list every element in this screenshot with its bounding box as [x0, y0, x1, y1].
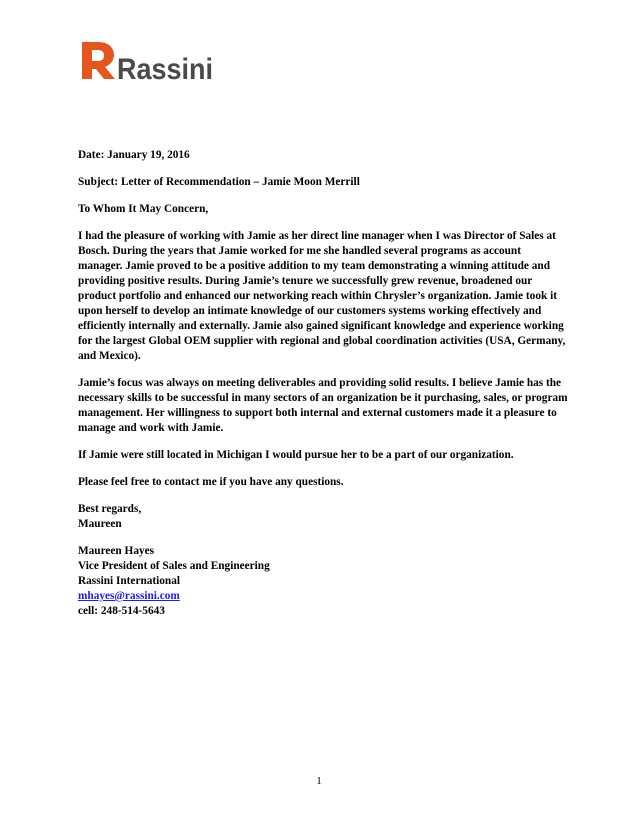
letter-salutation: To Whom It May Concern, [78, 203, 209, 215]
rassini-logo [80, 38, 220, 82]
signature-company: Rassini International [78, 575, 181, 587]
letter-paragraph: Please feel free to contact me if you have any questions. [78, 476, 344, 488]
letter-closing-name: Maureen [78, 518, 122, 530]
signature-block [78, 544, 568, 619]
letter-paragraph: I had the pleasure of working with Jamie as her direct line manager when I was Director of Sales at Bosch. During the years that Jamie worked for me she handled several programs as account manager. Jamie proved to be a positive addition to my team demonstrating a winning attitude and providing positive results. During Jamie’s tenure we successfully grew revenue, broadened our product portfolio and enhanced our networking reach within Chrysler’s organization. Jamie took it upon herself to develop an intimate knowledge of our customers systems working effectively and efficiently internally and externally. Jamie also gained significant knowledge and experience working for the largest Global OEM supplier with regional and global coordination activities (USA, Germany, and Mexico). [78, 230, 566, 362]
signature-email-link[interactable]: mhayes@rassini.com [78, 590, 180, 602]
letter-closing: Best regards, [78, 503, 142, 515]
letter-paragraph: If Jamie were still located in Michigan I would pursue her to be a part of our organization. [78, 449, 514, 461]
letter-body [78, 148, 568, 619]
letter-date: Date: January 19, 2016 [78, 149, 190, 161]
signature-cell: cell: 248-514-5643 [78, 605, 165, 617]
signature-title: Vice President of Sales and Engineering [78, 560, 270, 572]
rassini-logo-icon [80, 38, 220, 82]
letter-paragraph: Jamie’s focus was always on meeting deliverables and providing solid results. I believe Jamie has the necessary skills to be successful in many sectors of an organization be it purchasing, sales, or program management. Her willingness to support both internal and external customers made it a pleasure to manage and work with Jamie. [78, 377, 568, 434]
signature-name: Maureen Hayes [78, 545, 155, 557]
page-number: 1 [316, 775, 322, 787]
logo-wordmark: Rassini [117, 53, 213, 82]
letter-subject: Subject: Letter of Recommendation – Jamie Moon Merrill [78, 176, 360, 188]
